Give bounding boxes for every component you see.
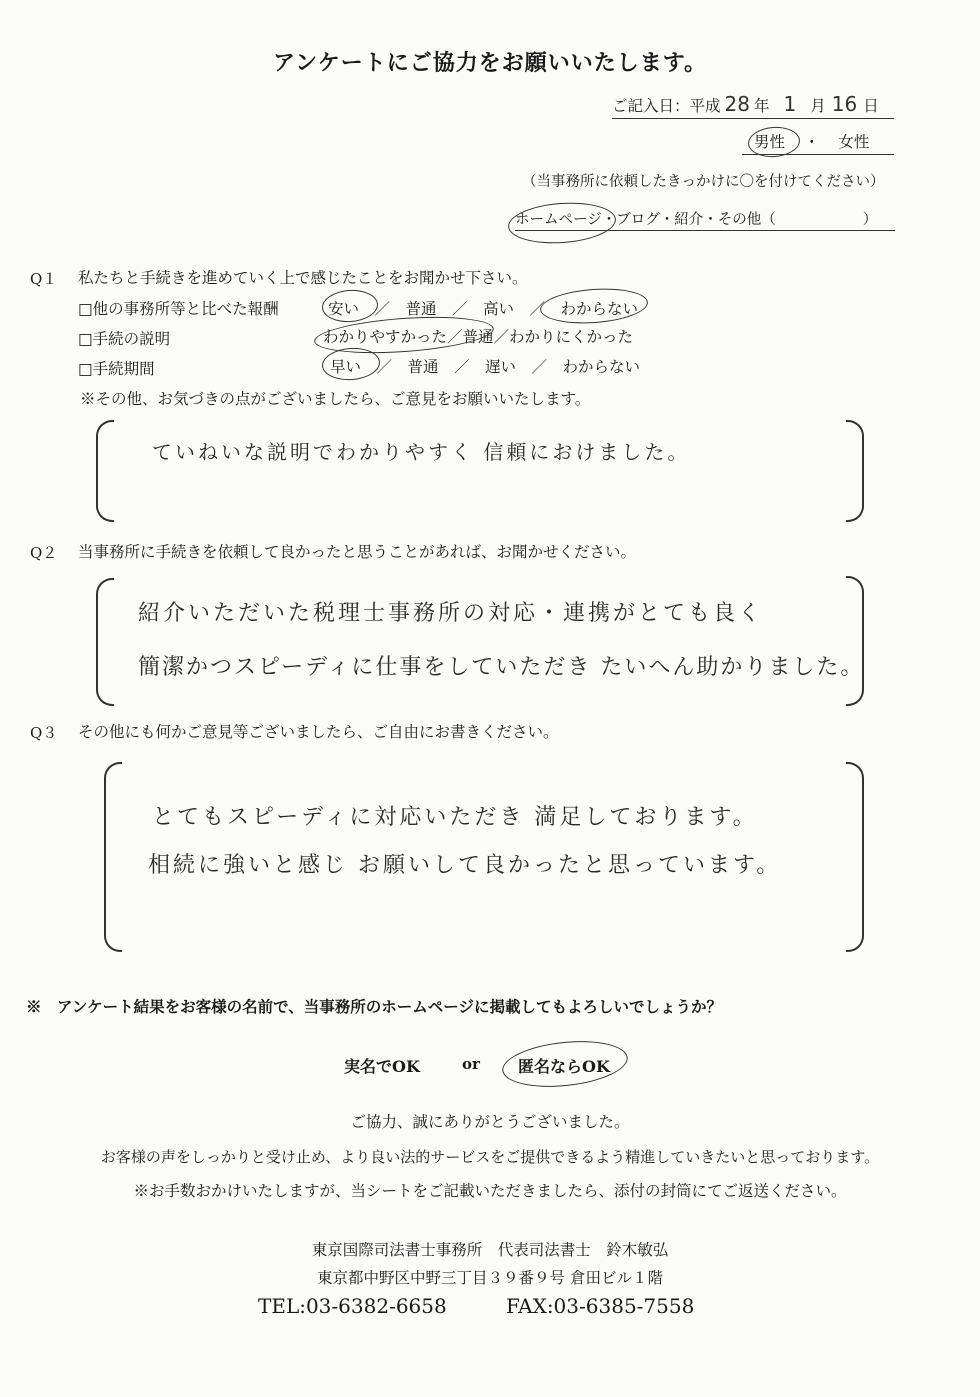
publish-real-name-option[interactable]: 実名でOK [344,1057,420,1076]
date-month: 1 [783,92,797,116]
closing-message: お客様の声をしっかりと受け止め、より良い法的サービスをご提供できるよう精進していきたいと思っております。 [100,1148,880,1166]
q1-answer-bracket-left [96,420,114,522]
q3-answer-line-2[interactable]: 相続に強いと感じ お願いして良かったと思っています。 [148,853,782,878]
gender-female[interactable]: 女性 [838,133,870,151]
q3-text: その他にも何かご意見等ございましたら、ご自由にお書きください。 [78,723,559,741]
gender-male[interactable]: 男性 [754,133,786,151]
date-year-unit: 年 [753,97,770,115]
q1-item-fee-label[interactable]: □他の事務所等と比べた報酬 [78,300,279,318]
q2-answer-line-1[interactable]: 紹介いただいた税理士事務所の対応・連携がとても良く [138,601,764,626]
closing-thanks: ご協力、誠にありがとうございました。 [350,1113,630,1131]
office-name: 東京国際司法書士事務所 代表司法書士 鈴木敏弘 [311,1241,669,1259]
gender-separator: ・ [803,133,820,151]
date-year: 28 [724,92,750,116]
q1-item-explanation-label[interactable]: □手続の説明 [78,330,171,348]
q1-note: ※その他、お気づきの点がございましたら、ご意見をお願いいたします。 [80,390,591,408]
q1-item-period-options[interactable]: 早い ／ 普通 ／ 遅い ／ わからない [330,358,641,376]
q2-label: Q２ [30,544,58,562]
page-title: アンケートにご協力をお願いいたします。 [273,50,707,76]
date-month-unit: 月 [810,97,826,115]
date-field[interactable] [612,92,894,119]
q3-answer-bracket-left [104,762,122,952]
q1-item-fee-options[interactable]: 安い ／ 普通 ／ 高い ／ わからない [328,300,639,318]
publish-anonymous-option[interactable]: 匿名ならOK [518,1057,610,1076]
date-day-unit: 日 [863,97,879,115]
q1-item-explanation-options[interactable]: わかりやすかった／普通／わかりにくかった [323,328,634,346]
publish-anonymous-circle [500,1036,630,1093]
date-label: ご記入日：平成 [612,97,721,115]
date-day: 16 [831,92,858,116]
q2-answer-bracket-left [96,578,114,706]
closing-note: ※お手数おかけいたしますが、当シートをご記載いただきましたら、添付の封筒にてご返送ください。 [133,1182,847,1200]
fee-unknown-circle [539,285,649,326]
q2-answer-line-2[interactable]: 簡潔かつスピーディに仕事をしていただき たいへん助かりました。 [138,655,865,680]
office-tel: TEL:03-6382-6658 [258,1294,447,1318]
q1-text: 私たちと手続きを進めていく上で感じたことをお聞かせ下さい。 [78,269,528,287]
publish-question: ※ アンケート結果をお客様の名前で、当事務所のホームページに掲載してもよろしいでしょうか？ [26,997,722,1016]
office-fax: FAX:03-6385-7558 [506,1294,695,1318]
q1-label: Q１ [30,270,58,288]
q2-answer-bracket-right [846,576,864,706]
q3-answer-line-1[interactable]: とてもスピーディに対応いただき 満足しております。 [152,805,758,830]
q1-item-period-label[interactable]: □手続期間 [78,360,155,378]
office-address: 東京都中野区中野三丁目３９番９号 倉田ビル１階 [317,1269,663,1287]
q2-text: 当事務所に手続きを依頼して良かったと思うことがあれば、お聞かせください。 [78,543,637,561]
q3-answer-bracket-right [846,762,864,952]
trigger-instruction: （当事務所に依頼したきっかけに〇を付けてください） [522,174,885,190]
q3-label: Q３ [30,724,58,742]
trigger-options[interactable]: ホームページ・ブログ・紹介・その他（ ） [515,208,895,231]
q1-answer[interactable]: ていねいな説明でわかりやすく 信頼におけました。 [152,440,691,464]
publish-or: or [462,1055,480,1073]
q1-answer-bracket-right [846,420,864,522]
trigger-homepage-circle [507,199,618,246]
